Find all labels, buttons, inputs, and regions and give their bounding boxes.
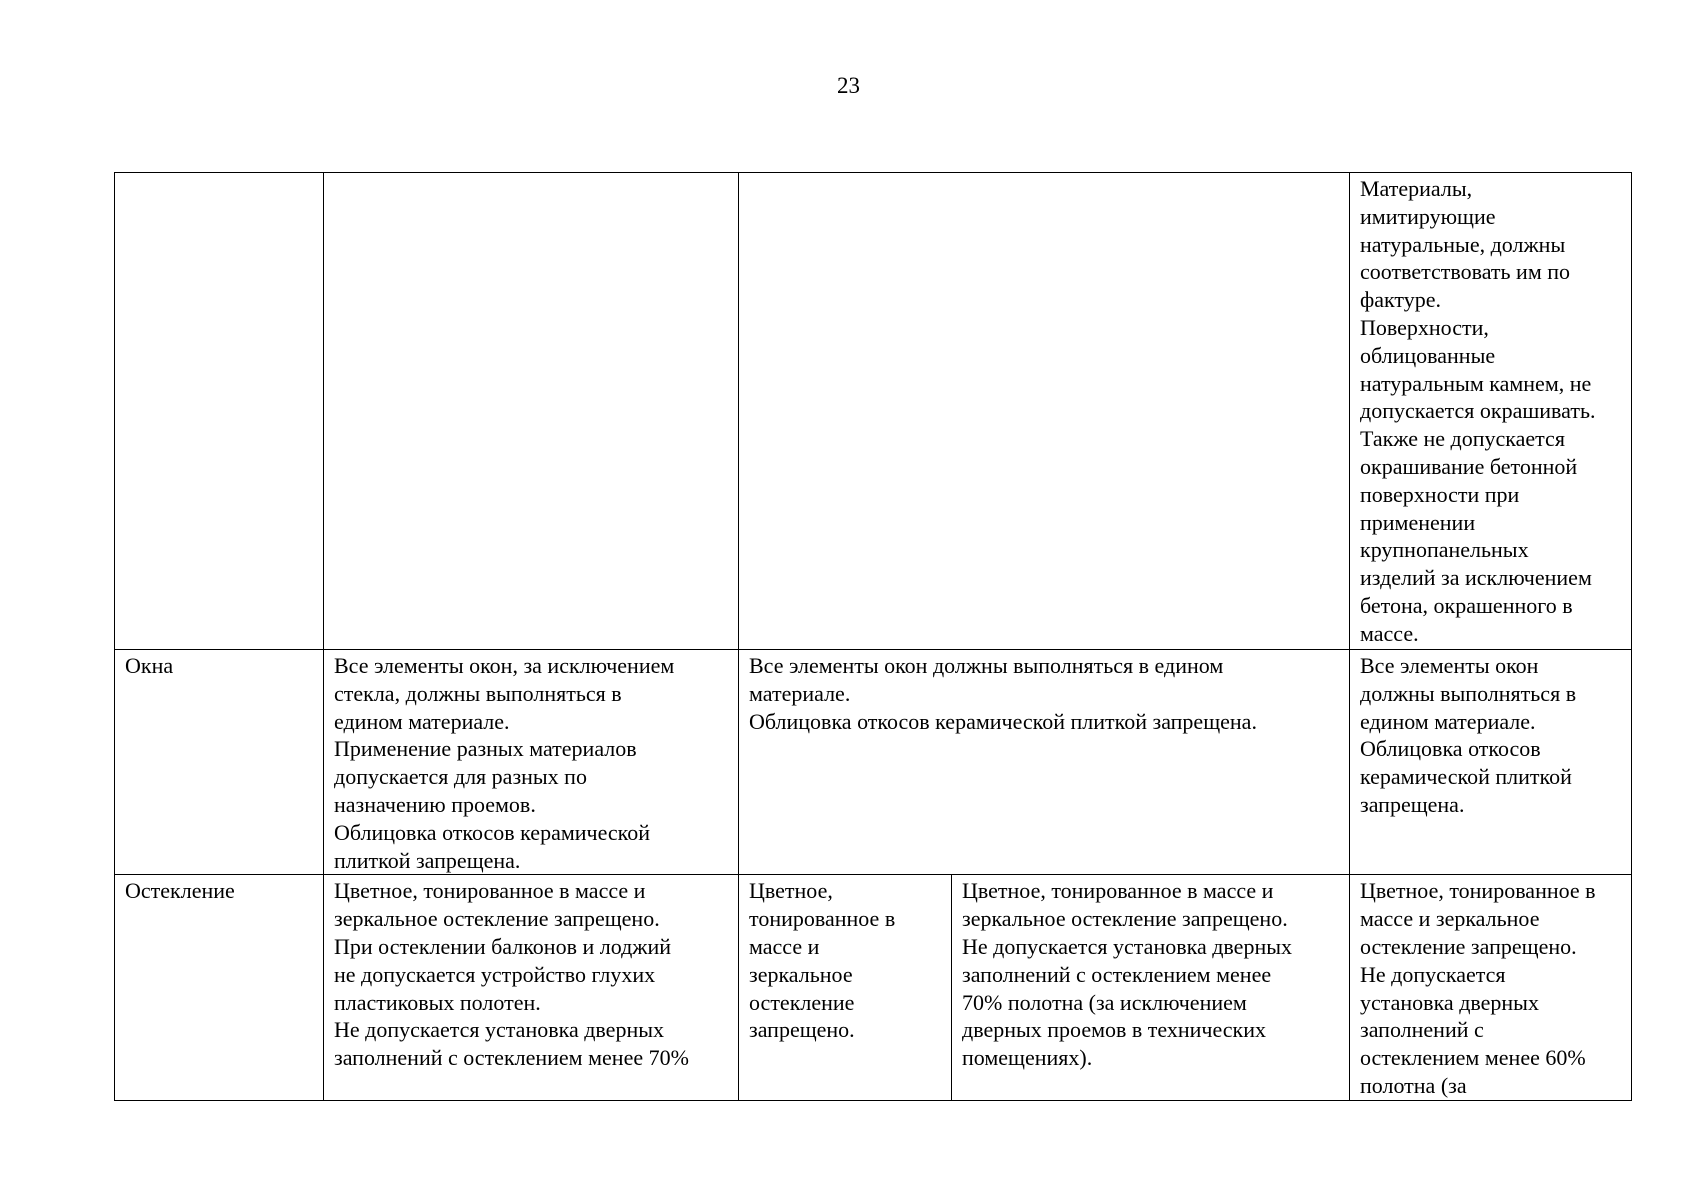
table-cell-requirement: Цветное, тонированное в массе и зеркальное остекление запрещено. <box>739 875 952 1100</box>
requirements-table <box>114 172 1632 1101</box>
table-cell-requirement: Цветное, тонированное в массе и зеркальное остекление запрещено. Не допускается установка дверных заполнений с остеклением менее 70% полотна (за исключением дверных проемов в технических помещениях). <box>952 875 1350 1100</box>
table-cell-requirement: Все элементы окон должны выполняться в едином материале. Облицовка откосов керамической плиткой запрещена. <box>739 650 1350 875</box>
table-cell-element <box>115 173 324 650</box>
table-row <box>115 875 1632 1100</box>
table-row <box>115 650 1632 875</box>
table-cell-requirement <box>739 173 1350 650</box>
table-row <box>115 173 1632 650</box>
table-cell-requirement <box>324 173 739 650</box>
table-cell-requirement: Цветное, тонированное в массе и зеркальное остекление запрещено. Не допускается установка дверных заполнений с остеклением менее 60% полотна (за <box>1350 875 1632 1100</box>
table-cell-requirement: Все элементы окон, за исключением стекла, должны выполняться в едином материале. Применение разных материалов допускается для разных по назначению проемов. Облицовка откосов керамической плиткой запрещена. <box>324 650 739 875</box>
table-cell-requirement: Все элементы окон должны выполняться в едином материале. Облицовка откосов керамической плиткой запрещена. <box>1350 650 1632 875</box>
table-cell-element: Окна <box>115 650 324 875</box>
table-cell-requirement: Материалы, имитирующие натуральные, должны соответствовать им по фактуре. Поверхности, облицованные натуральным камнем, не допускается окрашивать. Также не допускается окрашивание бетонной поверхности при применении крупнопанельных изделий за исключением бетона, окрашенного в массе. <box>1350 173 1632 650</box>
page-number: 23 <box>837 73 860 98</box>
table-cell-requirement: Цветное, тонированное в массе и зеркальное остекление запрещено. При остеклении балконов и лоджий не допускается устройство глухих пластиковых полотен. Не допускается установка дверных заполнений с остеклением менее 70% <box>324 875 739 1100</box>
table-cell-element: Остекление <box>115 875 324 1100</box>
